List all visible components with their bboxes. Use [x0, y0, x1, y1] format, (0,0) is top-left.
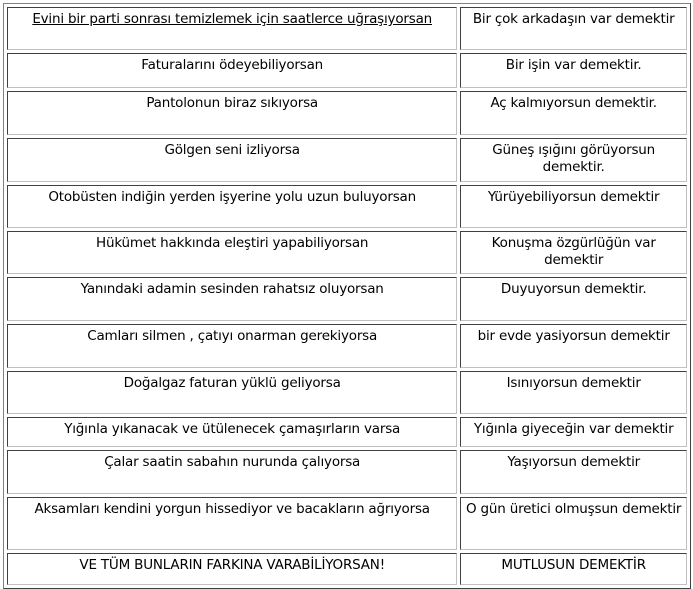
condition-cell[interactable]	[7, 7, 457, 50]
table-row	[7, 417, 687, 447]
table-row	[7, 91, 687, 135]
table-row	[7, 53, 687, 88]
table-row	[7, 7, 687, 50]
condition-cell: Gölgen seni izliyorsa	[7, 138, 457, 182]
table-row	[7, 450, 687, 494]
result-cell: Duyuyorsun demektir.	[460, 277, 687, 321]
condition-cell: Çalar saatin sabahın nurunda çalıyorsa	[7, 450, 457, 494]
condition-link[interactable]: Evini bir parti sonrası temizlemek için saatlerce uğraşıyorsan	[32, 11, 432, 27]
table-row	[7, 277, 687, 321]
condition-cell: Hükümet hakkında eleştiri yapabiliyorsan	[7, 231, 457, 274]
table-row	[7, 231, 687, 274]
result-cell: Yığınla giyeceğin var demektir	[460, 417, 687, 447]
condition-cell: Yığınla yıkanacak ve ütülenecek çamaşırların varsa	[7, 417, 457, 447]
result-cell: Yürüyebiliyorsun demektir	[460, 185, 687, 228]
table-row	[7, 553, 687, 585]
result-cell: Konuşma özgürlüğün var demektir	[460, 231, 687, 274]
table-row	[7, 185, 687, 228]
result-cell: MUTLUSUN DEMEKTİR	[460, 553, 687, 585]
condition-cell: Pantolonun biraz sıkıyorsa	[7, 91, 457, 135]
table-row	[7, 371, 687, 414]
condition-cell: Faturalarını ödeyebiliyorsan	[7, 53, 457, 88]
condition-cell: Yanındaki adamin sesinden rahatsız oluyorsan	[7, 277, 457, 321]
result-cell: Bir işin var demektir.	[460, 53, 687, 88]
content-table	[3, 3, 691, 589]
condition-cell: Aksamları kendini yorgun hissediyor ve bacakların ağrıyorsa	[7, 497, 457, 550]
result-cell: Yaşıyorsun demektir	[460, 450, 687, 494]
condition-cell: Camları silmen , çatıyı onarman gerekiyorsa	[7, 324, 457, 368]
condition-cell: VE TÜM BUNLARIN FARKINA VARABİLİYORSAN!	[7, 553, 457, 585]
result-cell: Bir çok arkadaşın var demektir	[460, 7, 687, 50]
result-cell: O gün üretici olmuşsun demektir	[460, 497, 687, 550]
table-row	[7, 497, 687, 550]
result-cell: Aç kalmıyorsun demektir.	[460, 91, 687, 135]
table-row	[7, 138, 687, 182]
result-cell: bir evde yasiyorsun demektir	[460, 324, 687, 368]
table-row	[7, 324, 687, 368]
result-cell: Isınıyorsun demektir	[460, 371, 687, 414]
condition-cell: Otobüsten indiğin yerden işyerine yolu uzun buluyorsan	[7, 185, 457, 228]
result-cell: Güneş ışığını görüyorsun demektir.	[460, 138, 687, 182]
condition-cell: Doğalgaz faturan yüklü geliyorsa	[7, 371, 457, 414]
